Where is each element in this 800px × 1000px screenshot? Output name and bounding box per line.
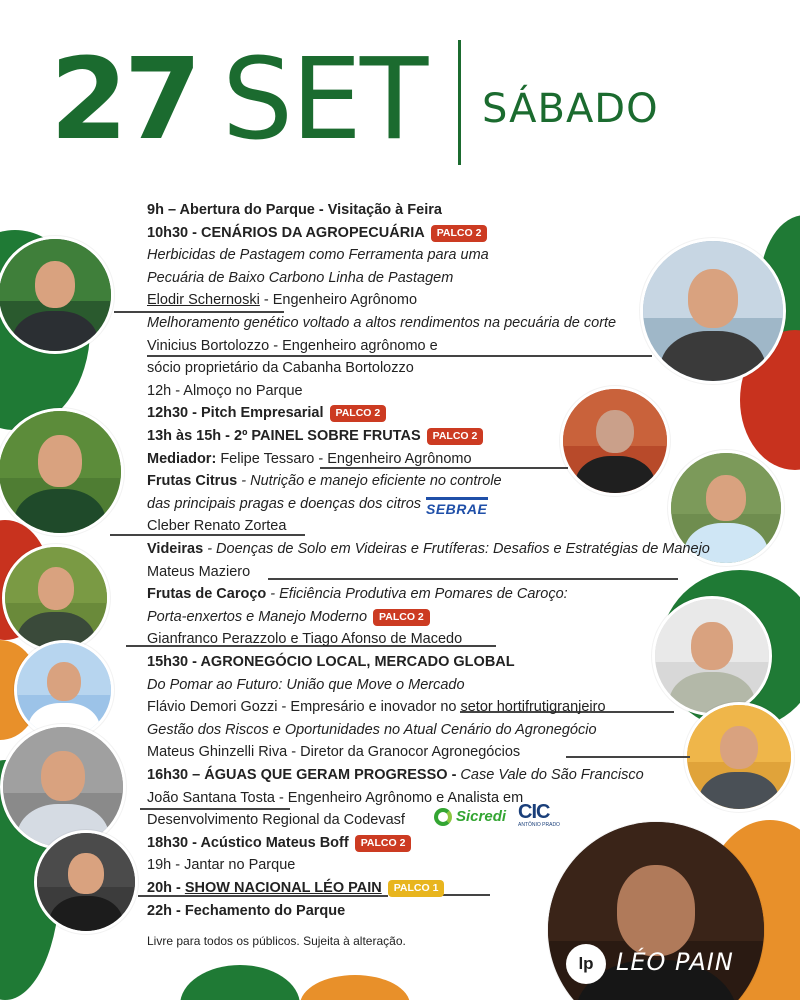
schedule-text: Case Vale do São Francisco <box>456 767 644 783</box>
schedule-line <box>147 765 644 785</box>
schedule-text: - Doenças de Solo em Videiras e Frutíferas: Desafios e Estratégias de Manejo <box>203 541 710 557</box>
schedule-text: Mateus Ghinzelli Riva - Diretor da Granocor Agronegócios <box>147 744 521 761</box>
schedule-line <box>147 539 710 559</box>
schedule-line <box>147 562 250 582</box>
speaker-photo-felipe-tessaro <box>560 386 670 496</box>
day-number: 27 <box>50 35 198 165</box>
stage-badge: PALCO 2 <box>355 835 412 852</box>
schedule-text: 19h - Jantar no Parque <box>147 857 296 874</box>
speaker-photo-elodir-schernoski <box>0 236 114 354</box>
schedule-line <box>147 494 421 514</box>
schedule-text: Pecuária de Baixo Carbono Linha de Pastagem <box>147 269 454 286</box>
decor-blob-bottom-green <box>180 965 300 1000</box>
schedule-line <box>147 878 444 898</box>
schedule-text: João Santana Tosta <box>147 789 275 806</box>
schedule-line <box>147 675 465 695</box>
schedule-line <box>147 381 303 401</box>
schedule-line <box>147 629 462 649</box>
schedule-text: 12h30 - Pitch Empresarial <box>147 405 324 422</box>
schedule-text: 10h30 - CENÁRIOS DA AGROPECUÁRIA <box>147 224 425 241</box>
speaker-photo-cleber-zortea <box>0 408 124 536</box>
schedule-line <box>147 471 502 491</box>
speaker-photo-mateus-boff <box>34 830 138 934</box>
schedule-line <box>147 697 606 717</box>
decor-blob-bottom-orange <box>300 975 410 1000</box>
schedule-text: Elodir Schernoski <box>147 292 260 309</box>
stage-badge: PALCO 2 <box>330 405 387 422</box>
schedule-line <box>147 313 616 333</box>
schedule-text: Melhoramento genético voltado a altos rendimentos na pecuária de corte <box>147 315 617 331</box>
stage-badge: PALCO 2 <box>431 225 488 242</box>
speaker-photo-mateus-riva <box>684 702 794 812</box>
schedule-text: - Engenheiro Agrônomo <box>259 292 418 309</box>
schedule-text: - Eficiência Produtiva em Pomares de Caroço: <box>266 586 568 603</box>
schedule-text: Mediador: <box>147 450 221 467</box>
leo-pain-signature <box>566 942 746 986</box>
signature-name: LÉO PAIN <box>616 948 734 976</box>
schedule-text: Vinicius Bortolozzo - Engenheiro agrônomo e <box>147 337 438 354</box>
schedule-line <box>147 290 417 310</box>
schedule-text: sócio proprietário da Cabanha Bortolozzo <box>147 360 414 377</box>
speaker-photo-joao-tosta <box>0 724 126 850</box>
schedule-text: 16h30 – ÁGUAS QUE GERAM PROGRESSO - <box>147 767 457 783</box>
leader-line <box>566 756 690 758</box>
schedule-text: 15h30 - AGRONEGÓCIO LOCAL, MERCADO GLOBAL <box>147 654 515 670</box>
schedule-line <box>147 200 442 220</box>
schedule-line <box>147 901 345 921</box>
schedule-text: Herbicidas de Pastagem como Ferramenta para uma <box>147 247 489 264</box>
disclaimer: Livre para todos os públicos. Sujeita à alteração. <box>147 934 406 948</box>
schedule-text: - Engenheiro Agrônomo e Analista em <box>274 789 524 806</box>
schedule-text: Mateus Maziero <box>147 563 251 580</box>
schedule-text: 13h às 15h - 2º PAINEL SOBRE FRUTAS <box>147 428 421 444</box>
schedule-line <box>147 833 411 853</box>
schedule-text: SHOW NACIONAL LÉO PAIN <box>184 880 382 896</box>
schedule-line <box>147 855 295 875</box>
stage-badge: PALCO 2 <box>427 428 484 445</box>
weekday-label: SÁBADO <box>482 86 659 132</box>
schedule-text: 12h - Almoço no Parque <box>147 382 303 399</box>
schedule-line <box>147 720 597 740</box>
schedule-line <box>147 584 568 604</box>
header-divider <box>458 40 461 165</box>
schedule-text: - Nutrição e manejo eficiente no controle <box>237 473 502 490</box>
sicredi-mark-icon <box>434 808 452 826</box>
schedule-line <box>147 358 414 378</box>
schedule-text: Frutas de Caroço <box>147 586 267 603</box>
schedule-text: Gestão dos Riscos e Oportunidades no Atual Cenário do Agronegócio <box>147 721 597 738</box>
schedule-line <box>147 403 386 423</box>
schedule-text: Flávio Demori Gozzi - Empresário e inovador no setor hortifrutigranjeiro <box>147 699 606 716</box>
schedule-line <box>147 788 523 808</box>
sicredi-logo: Sicredi <box>434 806 514 828</box>
schedule-text: 9h – Abertura do Parque - Visitação à Feira <box>147 202 442 218</box>
schedule-line <box>147 245 489 265</box>
stage-badge: PALCO 2 <box>373 609 430 626</box>
schedule-line <box>147 516 286 536</box>
cic-logo: CIC ANTÔNIO PRADO <box>518 801 560 828</box>
date-header <box>50 35 750 170</box>
schedule-line <box>147 742 520 762</box>
lp-monogram: lp <box>566 944 606 984</box>
schedule-line <box>147 607 430 627</box>
schedule-line <box>147 268 453 288</box>
schedule-line <box>147 336 438 356</box>
leader-line <box>268 578 678 580</box>
sebrae-logo: SEBRAE <box>426 497 488 523</box>
schedule-line <box>147 810 405 830</box>
schedule-line <box>147 426 483 446</box>
schedule-text: das principais pragas e doenças dos citros <box>147 495 422 512</box>
schedule-text: 22h - Fechamento do Parque <box>147 902 346 919</box>
speaker-photo-vinicius-bortolozzo <box>640 238 786 384</box>
schedule-text: 18h30 - Acústico Mateus Boff <box>147 834 349 851</box>
month-label: SET <box>222 35 427 165</box>
schedule-line <box>147 652 515 672</box>
schedule-text: Videiras <box>147 541 204 557</box>
stage-badge: PALCO 1 <box>388 880 445 897</box>
schedule-text: Gianfranco Perazzolo e Tiago Afonso de Macedo <box>147 631 463 648</box>
speaker-photo-gianfranco-perazzolo <box>2 544 110 652</box>
speaker-photo-flavio-gozzi <box>652 596 772 716</box>
schedule-line <box>147 449 472 469</box>
schedule-text: 20h - <box>147 880 185 896</box>
schedule-text: Cleber Renato Zortea <box>147 518 287 535</box>
schedule-text: Porta-enxertos e Manejo Moderno <box>147 608 368 625</box>
schedule-line <box>147 223 487 243</box>
schedule-text: Do Pomar ao Futuro: União que Move o Mercado <box>147 676 465 693</box>
schedule-text: Frutas Citrus <box>147 473 238 490</box>
schedule-text: Desenvolvimento Regional da Codevasf <box>147 812 405 829</box>
schedule-text: Felipe Tessaro - Engenheiro Agrônomo <box>220 450 472 467</box>
